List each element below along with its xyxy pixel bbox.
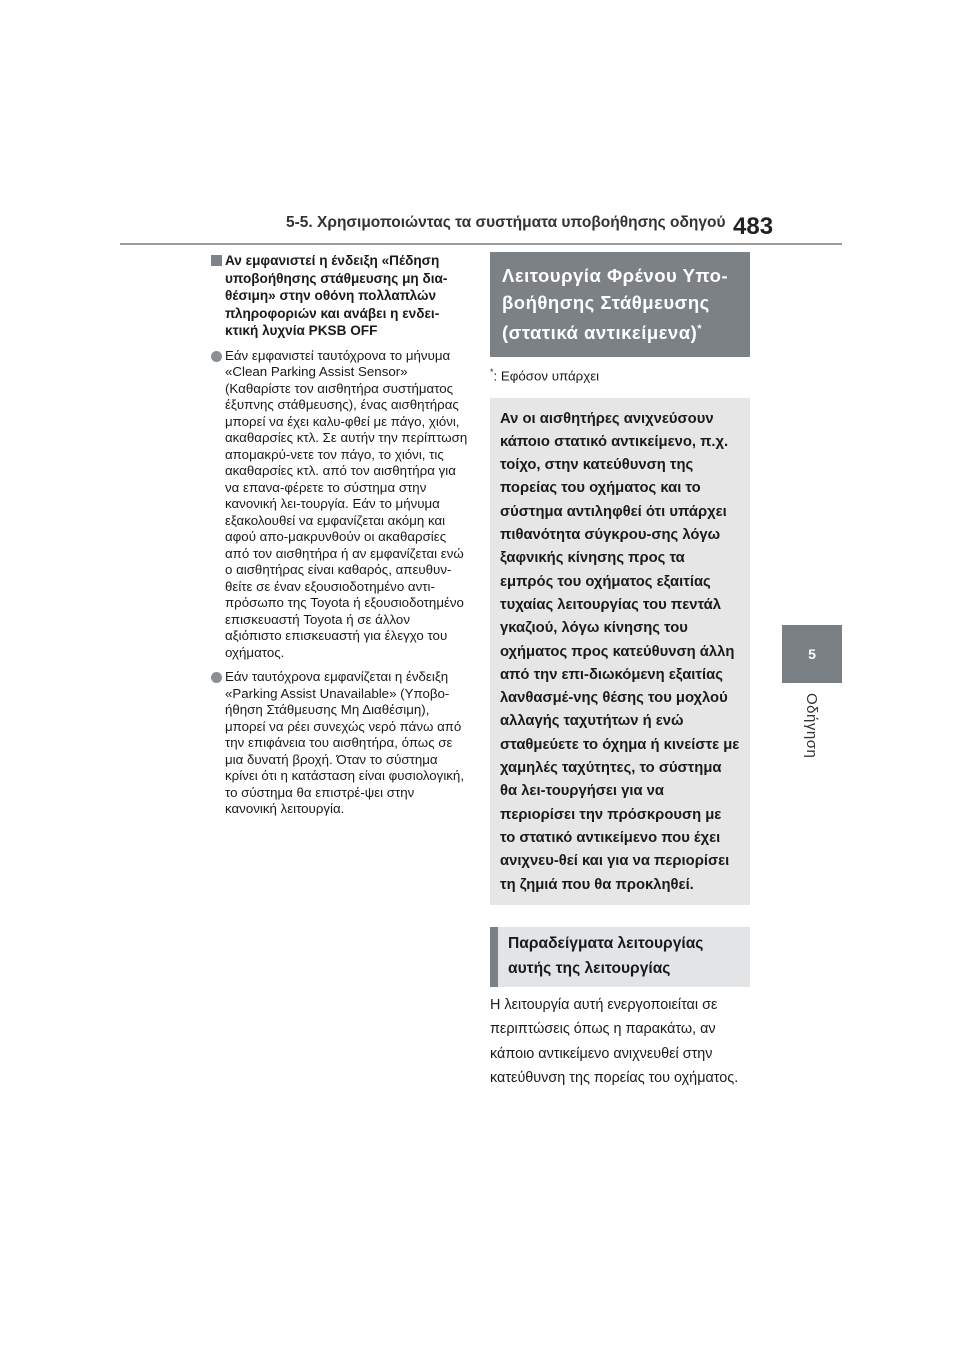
footnote-mark: * bbox=[490, 367, 494, 378]
summary-text: Αν οι αισθητήρες ανιχνεύσουν κάποιο στατικό αντικείμενο, π.χ. τοίχο, στην κατεύθυνση της πορείας του οχήματος και το σύστημα αντιληφθεί ότι υπάρχει πιθανότητα σύγκρου-σης λόγω ξαφνικής κίνησης προς τα εμπρός του οχήματος εξαιτίας τυχαίας λειτουργίας του πεντάλ γκαζιού, λόγω κίνησης του οχήματος προς κατεύθυνση άλλη από την επι-διωκόμενη εξαιτίας λανθασμέ-νης θέσης του μοχλού αλλαγής ταχυτήτων ή ενώ σταθμεύετε το όχημα ή κινείστε με χαμηλές ταχύτητες, το σύστημα θα λει-τουργήσει για να περιορίσει την πρόσκρουση με το στατικό αντικείμενο που έχει ανιχνευ-θεί και για να περιορίσει τη ζημιά που θα προκληθεί. bbox=[500, 410, 740, 893]
chapter-label: Οδήγηση bbox=[803, 693, 820, 759]
list-item-text: Εάν εμφανιστεί ταυτόχρονα το μήνυμα «Clean Parking Assist Sensor» (Καθαρίστε τον αισθητήρα συστήματος έξυπνης στάθμευσης), ένας αισθητήρας μπορεί να έχει καλυ-φθεί με πάγο, χιόνι, ακαθαρσίες κτλ. Σε αυτήν την περίπτωση απομακρύ-νετε τον πάγο, το χιόνι, τις ακαθαρσίες κτλ. από τον αισθητήρα για να επανα-φέρετε το σύστημα στην κανονική λει-τουργία. Εάν το μήνυμα εξακολουθεί να εμφανίζεται ακόμη και αφού απο-μακρυνθούν οι ακαθαρσίες από τον αισθητήρα ή αν εμφανίζεται ενώ ο αισθητήρας είναι καθαρός, απευθυν-θείτε σε έναν εξουσιοδοτημένο αντι-πρόσωπο της Toyota ή εξουσιοδοτημένο επισκευαστή Toyota ή σε άλλον αξιόπιστο επισκευαστή για έλεγχο του οχήματος. bbox=[225, 347, 468, 660]
section-title: 5-5. Χρησιμοποιώντας τα συστήματα υποβοήθησης οδηγού bbox=[286, 214, 726, 231]
body-paragraph: Η λειτουργία αυτή ενεργοποιείται σε περιπτώσεις όπως η παρακάτω, αν κάποιο αντικείμενο ανιχνευθεί στην κατεύθυνση της πορείας του οχήματος. bbox=[490, 996, 739, 1087]
footnote bbox=[490, 367, 750, 383]
square-bullet-icon bbox=[211, 255, 222, 266]
header-divider bbox=[120, 243, 842, 245]
section-heading-box bbox=[490, 252, 750, 357]
list-item-text: Εάν ταυτόχρονα εμφανίζεται η ένδειξη «Parking Assist Unavailable» (Υποβο-ήθηση Στάθμευσης Μη Διαθέσιμη), μπορεί να ρέει συνεχώς νερό πάνω από την επιφάνεια του αισθητήρα, όπως σε μια δυνατή βροχή. Όταν το σύστημα κρίνει ότι η κατάσταση είναι φυσιολογική, το σύστημα θα επιστρέ-ψει στην κανονική λειτουργία. bbox=[225, 669, 465, 817]
page-number: 483 bbox=[733, 213, 774, 240]
round-bullet-icon bbox=[211, 351, 222, 362]
round-bullet-icon bbox=[211, 672, 222, 683]
chapter-number: 5 bbox=[808, 646, 816, 662]
warning-heading bbox=[211, 252, 469, 340]
chapter-tab[interactable] bbox=[782, 625, 842, 683]
subheading: Παραδείγματα λειτουργίας αυτής της λειτουργίας bbox=[508, 934, 704, 977]
subheading-box bbox=[490, 927, 750, 987]
list-item bbox=[211, 348, 469, 662]
section-heading-mark: * bbox=[697, 323, 703, 335]
footnote-text: : Εφόσον υπάρχει bbox=[493, 368, 600, 384]
list-item bbox=[211, 669, 469, 818]
section-heading: Λειτουργία Φρένου Υπο-βοήθησης Στάθμευσης (στατικά αντικείμενα) bbox=[502, 265, 729, 344]
warning-heading-text: Αν εμφανιστεί η ένδειξη «Πέδηση υποβοήθησης στάθμευσης μη δια-θέσιμη» στην οθόνη πολλαπλών πληροφοριών και ανάβει η ενδει-κτική λυχνία PKSB OFF bbox=[225, 253, 448, 339]
left-column bbox=[211, 252, 469, 818]
right-column bbox=[490, 252, 750, 1090]
summary-box bbox=[490, 398, 750, 905]
